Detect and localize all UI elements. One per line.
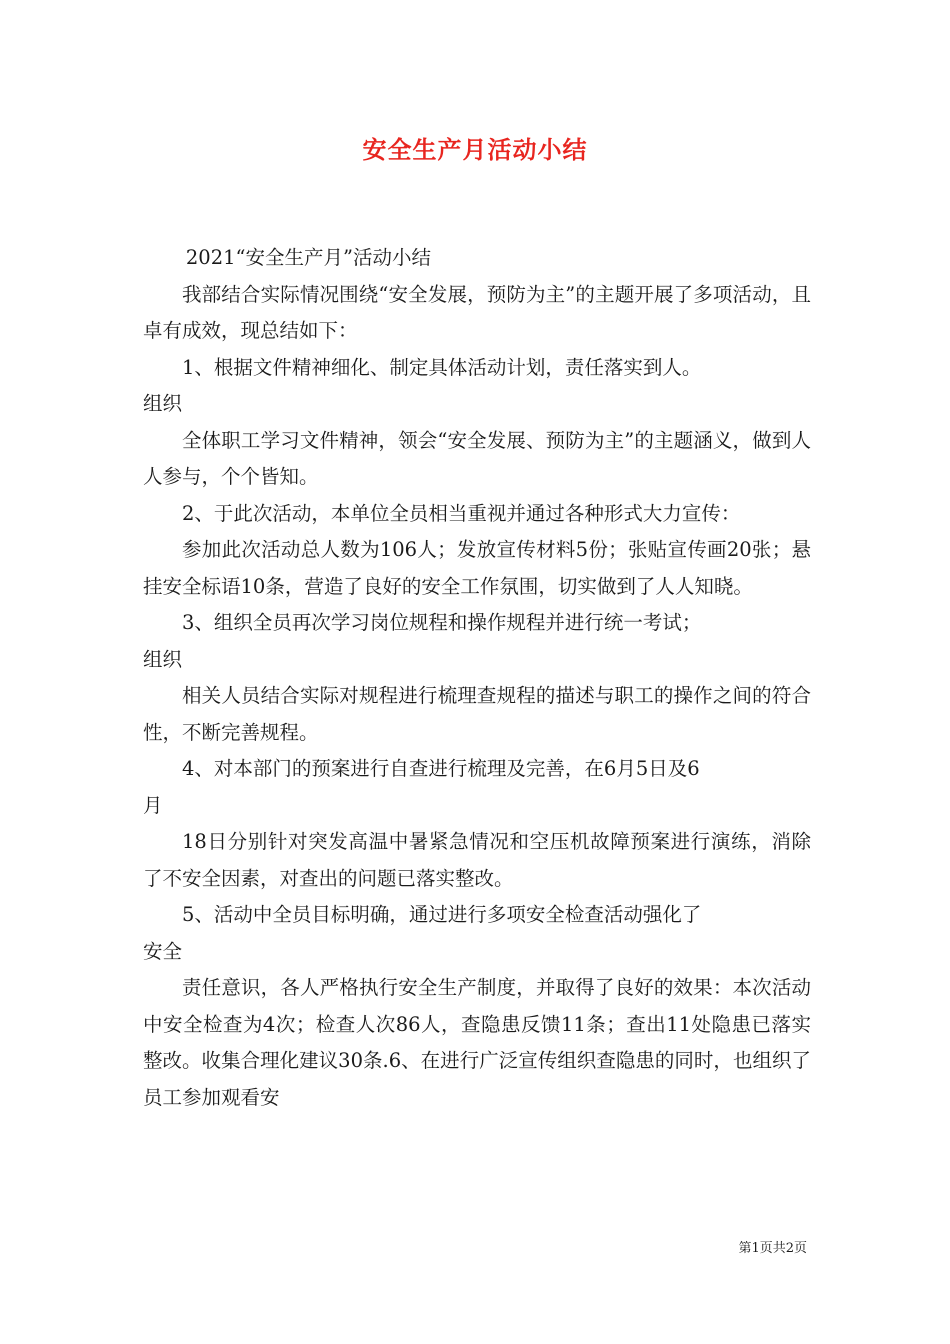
body-paragraph: 参加此次活动总人数为106人；发放宣传材料5份；张贴宣传画20张；悬挂安全标语10条，营造了良好的安全工作氛围，切实做到了人人知晓。 — [143, 538, 811, 598]
body-paragraph: 全体职工学习文件精神，领会“安全发展、预防为主”的主题涵义，做到人人参与，个个皆知。 — [143, 428, 811, 488]
document-title: 安全生产月活动小结 — [362, 136, 588, 164]
page-number: 第1页共2页 — [738, 1241, 807, 1256]
body-paragraph: 组织 — [143, 647, 183, 671]
body-paragraph: 5、活动中全员目标明确，通过进行多项安全检查活动强化了 — [182, 903, 702, 926]
body-paragraph: 月 — [143, 793, 163, 817]
body-paragraph: 4、对本部门的预案进行自查进行梳理及完善，在6月5日及6 — [182, 757, 700, 780]
body-paragraph: 2、于此次活动，本单位全员相当重视并通过各种形式大力宣传： — [182, 501, 741, 525]
body-paragraph: 我部结合实际情况围绕“安全发展，预防为主”的主题开展了多项活动，且卓有成效，现总结如下： — [143, 282, 811, 342]
body-paragraph: 责任意识，各人严格执行安全生产制度，并取得了良好的效果：本次活动中安全检查为4次；检查人次86人，查隐患反馈11条；查出11处隐患已落实整改。收集合理化建议30条.6、在进行广泛宣传组织查隐患的同时，也组织了员工参加观看安 — [143, 976, 811, 1109]
body-paragraph: 18日分别针对突发高温中暑紧急情况和空压机故障预案进行演练，消除了不安全因素，对查出的问题已落实整改。 — [143, 830, 811, 890]
body-paragraph: 安全 — [143, 939, 183, 963]
body-paragraph: 3、组织全员再次学习岗位规程和操作规程并进行统一考试； — [182, 611, 702, 634]
body-paragraph: 相关人员结合实际对规程进行梳理查规程的描述与职工的操作之间的符合性，不断完善规程。 — [143, 684, 811, 744]
subtitle-paragraph: 2021“安全生产月”活动小结 — [185, 246, 431, 269]
document-body — [143, 240, 811, 1116]
body-paragraph: 1、根据文件精神细化、制定具体活动计划，责任落实到人。 — [182, 355, 702, 379]
body-paragraph: 组织 — [143, 392, 183, 415]
